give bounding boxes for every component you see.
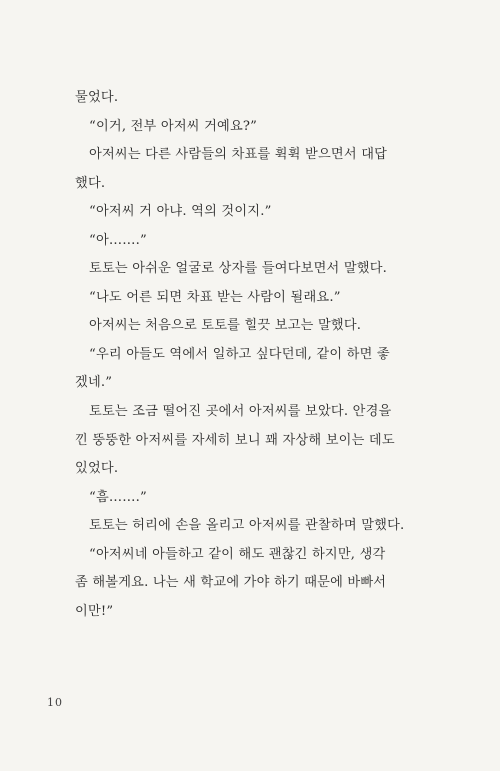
page-number: 10 — [47, 696, 63, 709]
text-line: 물었다. — [75, 90, 119, 105]
text-line: “아저씨 거 아냐. 역의 것이지.” — [89, 204, 272, 220]
text-line: 좀 해볼게요. 나는 새 학교에 가야 하기 때문에 바빠서 — [75, 575, 387, 591]
text-line: 토토는 허리에 손을 올리고 아저씨를 관찰하며 말했다. — [89, 518, 405, 534]
text-line: 낀 뚱뚱한 아저씨를 자세히 보니 꽤 자상해 보이는 데도 — [75, 432, 395, 448]
body-text — [75, 84, 420, 626]
text-line: “이거, 전부 아저씨 거예요?” — [89, 118, 258, 134]
text-line: 이만!” — [75, 603, 114, 619]
text-line: 있었다. — [75, 461, 119, 477]
text-line: 겠네.” — [75, 375, 113, 391]
text-line: 했다. — [75, 175, 106, 191]
text-line: “나도 어른 되면 차표 받는 사람이 될래요.” — [89, 289, 341, 305]
text-line: “우리 아들도 역에서 일하고 싶다던데, 같이 하면 좋 — [89, 346, 390, 362]
text-line: “아…….” — [89, 232, 147, 248]
text-line: 토토는 조금 떨어진 곳에서 아저씨를 보았다. 안경을 — [89, 404, 392, 420]
text-line: “흠…….” — [89, 489, 147, 505]
text-line: 아저씨는 처음으로 토토를 힐끗 보고는 말했다. — [89, 318, 362, 334]
text-line: “아저씨네 아들하고 같이 해도 괜찮긴 하지만, 생각 — [89, 546, 386, 562]
text-line: 아저씨는 다른 사람들의 차표를 휙휙 받으면서 대답 — [89, 147, 388, 163]
text-line: 토토는 아쉬운 얼굴로 상자를 들여다보면서 말했다. — [89, 261, 388, 277]
